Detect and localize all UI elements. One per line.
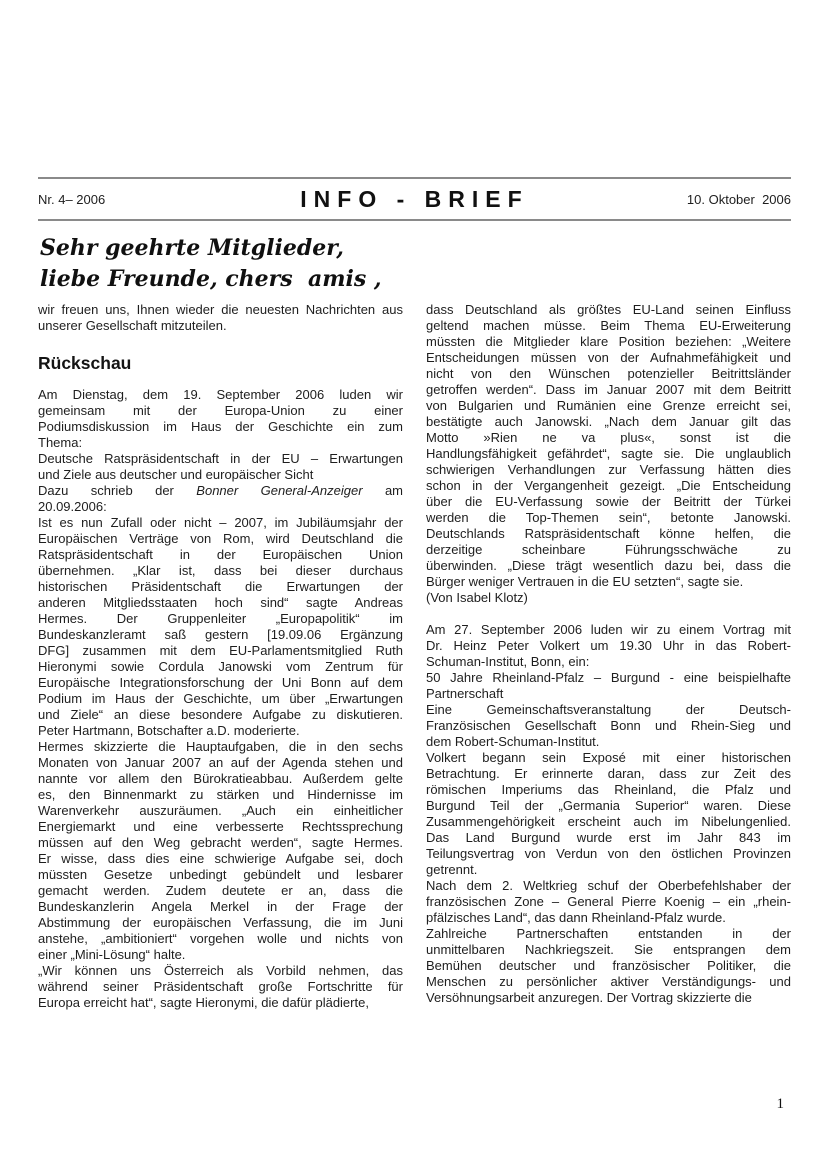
- newsletter-header: [38, 177, 791, 221]
- text-line: Hermes skizzierte die Hauptaufgaben, die in den sechs: [38, 739, 403, 754]
- text-line: Burgund Teil der „Germania Superior“ waren. Diese: [426, 798, 791, 813]
- text-line: müssten Gesetze unbedingt gebündelt und lesbarer: [38, 867, 403, 882]
- text-line: nannte vor allem den Bürokratieabbau. Außerdem gelte: [38, 771, 403, 786]
- issue-date: 10. Oktober 2006: [686, 191, 791, 207]
- text-line: Deutschlands Ratspräsidentschaft könne helfen, die: [426, 526, 791, 541]
- text-line: geltend machen müsse. Beim Thema EU-Erweiterung: [426, 318, 791, 333]
- text-line: Deutsche Ratspräsidentschaft in der EU – Erwartungen: [38, 451, 403, 466]
- page-number: 1: [776, 1096, 784, 1112]
- text-line: Versöhnungsarbeit anzuregen. Der Vortrag skizzierte die: [426, 990, 752, 1005]
- greeting-line-1: Sehr geehrte Mitglieder,: [40, 235, 344, 261]
- text-line: Energiemarkt und eine verbesserte Rechtssprechung: [38, 819, 403, 834]
- right-column: [426, 302, 791, 1011]
- text-segment: am: [362, 483, 404, 498]
- text-line: von Bulgarien und Rumänien eine Grenze erreicht sei,: [426, 398, 791, 413]
- text-line: Podium im Haus der Geschichte, um über „Erwartungen: [38, 691, 403, 706]
- text-line: [38, 483, 403, 499]
- text-line: Bürger weniger Vertrauen in die EU setzten“, sagte sie.: [426, 574, 744, 589]
- text-line: gemacht werden. Zudem deutete er an, dass die: [38, 883, 403, 898]
- text-line: Warenverkehr auszuräumen. „Auch ein einheitlicher: [38, 803, 403, 818]
- text-line: und Ziele aus deutscher und europäischer Sicht: [38, 467, 314, 482]
- text-line: Bundeskanzlerin Angela Merkel in der Frage der: [38, 899, 403, 914]
- text-line: gemeinsam mit der Europa-Union zu einer: [38, 403, 403, 418]
- text-line: Ist es nun Zufall oder nicht – 2007, im Jubiläumsjahr der: [38, 515, 403, 530]
- text-line: Zusammengehörigkeit erscheint auch im Nibelungenlied.: [426, 814, 791, 829]
- text-line: Peter Hartmann, Botschafter a.D. moderierte.: [38, 723, 300, 738]
- text-line: wir freuen uns, Ihnen wieder die neuesten Nachrichten aus: [38, 302, 403, 317]
- text-line: müssen auf den Weg gebracht werden“, sagte Hermes.: [38, 835, 403, 850]
- text-line: schon in der Vergangenheit gezeigt. „Die Entscheidung: [426, 478, 791, 493]
- text-line: Am 27. September 2006 luden wir zu einem Vortrag mit: [426, 622, 791, 637]
- text-line: (Von Isabel Klotz): [426, 590, 528, 605]
- text-line: unmittelbaren Nachkriegszeit. Sie entsprangen dem: [426, 942, 791, 957]
- text-line: Das Land Burgund wurde erst im Jahr 843 im: [426, 830, 791, 845]
- text-line: getroffen werden“. Dass im Januar 2007 mit dem Beitritt: [426, 382, 791, 397]
- text-line: Betrachtung. Er erinnerte daran, dass zur Zeit des: [426, 766, 791, 781]
- text-line: anderen Mitgliedsstaaten hoch sind“ sagte Andreas: [38, 595, 403, 610]
- newsletter-title: INFO - BRIEF: [300, 185, 529, 212]
- text-line: Eine Gemeinschaftsveranstaltung der Deutsch-: [426, 702, 791, 717]
- text-line: es, den Binnenmarkt zu stärken und Hindernisse im: [38, 787, 403, 802]
- text-line: Europa erreicht hat“, sagte Hieronymi, die dafür plädierte,: [38, 995, 369, 1010]
- text-line: Teilungsvertrag von Verdun von den östlichen Provinzen: [426, 846, 791, 861]
- left-column: [38, 302, 403, 1011]
- paragraph: [38, 302, 403, 334]
- text-line: Thema:: [38, 435, 83, 450]
- text-line: Volkert begann sein Exposé mit einer historischen: [426, 750, 791, 765]
- body-columns: [38, 302, 791, 1011]
- text-line: Bemühen deutscher und französischer Politiker, die: [426, 958, 791, 973]
- text-line: Nach dem 2. Weltkrieg schuf der Oberbefehlshaber der: [426, 878, 791, 893]
- text-line: französischen Zone – General Pierre Koenig – ein „rhein-: [426, 894, 791, 909]
- text-line: Er wisse, dass dies eine schwierige Aufgabe sei, doch: [38, 851, 403, 866]
- text-line: getrennt.: [426, 862, 478, 877]
- text-line: Podiumsdiskussion im Haus der Geschichte ein zum: [38, 419, 403, 434]
- text-line: Am Dienstag, dem 19. September 2006 luden wir: [38, 387, 403, 402]
- text-line: unserer Gesellschaft mitzuteilen.: [38, 318, 227, 333]
- text-line: einer „Mini-Lösung“ halte.: [38, 947, 186, 962]
- text-line: Hieronymi sowie Cordula Janowski vom Zentrum für: [38, 659, 403, 674]
- text-line: dem Robert-Schuman-Institut.: [426, 734, 600, 749]
- text-line: Europäische Integrationsforschung der Uni Bonn auf dem: [38, 675, 403, 690]
- text-line: Hermes. Der Gruppenleiter „Europapolitik“ im: [38, 611, 403, 626]
- text-line: Zahlreiche Partnerschaften entstanden in der: [426, 926, 791, 941]
- text-line: Europäischen Verträge von Rom, wird Deutschland die: [38, 531, 403, 546]
- text-line: Entscheidungen müssen von der Aufnahmefähigkeit und: [426, 350, 791, 365]
- issue-number: Nr. 4– 2006: [38, 191, 106, 207]
- text-line: Französischen Gesellschaft Bonn und Rhein-Sieg und: [426, 718, 791, 733]
- text-line: während seiner Präsidentschaft große Fortschritte für: [38, 979, 403, 994]
- text-line: Ratspräsidentschaft in der Europäischen Union: [38, 547, 403, 562]
- paragraph: [38, 387, 403, 1011]
- text-line: Bundeskanzleramt saß gestern [19.09.06 Ergänzung: [38, 627, 403, 642]
- text-line: und Ziele“ an diese besondere Aufgabe zu diskutieren.: [38, 707, 403, 722]
- text-line: derzeitige scheinbare Führungsschwäche zu: [426, 542, 791, 557]
- text-line: dass Deutschland als größtes EU-Land seinen Einfluss: [426, 302, 791, 317]
- text-line: pfälzisches Land“, das dann Rheinland-Pfalz wurde.: [426, 910, 726, 925]
- section-heading: Rückschau: [38, 353, 132, 373]
- text-line: über die EU-Verfassung sowie der Beitritt der Türkei: [426, 494, 791, 509]
- paragraph: [426, 622, 791, 1006]
- italic-text: Bonner General-Anzeiger: [196, 483, 363, 498]
- text-segment: Dazu schrieb der: [38, 483, 197, 498]
- text-line: Partnerschaft: [426, 686, 504, 701]
- text-line: müssten die Mitglieder klare Position beziehen: „Weitere: [426, 334, 791, 349]
- text-line: schwierigen Verhandlungen zur Verfassung hätten dies: [426, 462, 791, 477]
- text-line: Menschen zu persönlicher aktiver Verständigungs- und: [426, 974, 791, 989]
- text-line: Monaten von Januar 2007 an auf der Agenda stehen und: [38, 755, 403, 770]
- text-line: „Wir können uns Österreich als Vorbild nehmen, das: [38, 963, 403, 978]
- text-line: 20.09.2006:: [38, 499, 107, 514]
- text-line: werden die Top-Themen sein“, betonte Janowski.: [426, 510, 791, 525]
- greeting: [40, 233, 382, 295]
- text-line: Dr. Heinz Peter Volkert um 19.30 Uhr in das Robert-: [426, 638, 791, 653]
- text-line: Handlungsfähigkeit gefährdet“, sagte sie. Die unglaublich: [426, 446, 791, 461]
- text-line: Abstimmung der europäischen Verfassung, die im Juni: [38, 915, 403, 930]
- text-line: übernehmen. „Klar ist, dass bei dieser durchaus: [38, 563, 403, 578]
- blank-line: [426, 606, 791, 622]
- text-line: überwinden. „Diese trägt wesentlich dazu bei, dass die: [426, 558, 791, 573]
- text-line: bestätigte auch Janowski. „Nach dem Januar gilt das: [426, 414, 791, 429]
- text-line: Schuman-Institut, Bonn, ein:: [426, 654, 590, 669]
- greeting-line-2: liebe Freunde, chers amis ,: [40, 266, 382, 292]
- text-line: DFG] zusammen mit dem EU-Parlamentsmitglied Ruth: [38, 643, 403, 658]
- paragraph: [426, 302, 791, 606]
- text-line: 50 Jahre Rheinland-Pfalz – Burgund - eine beispielhafte: [426, 670, 791, 685]
- text-line: historischen Präsidentschaft die Erwartungen der: [38, 579, 403, 594]
- text-line: Motto »Rien ne va plus«, sonst ist die: [426, 430, 791, 445]
- text-line: nicht von den Wünschen potenzieller Beitrittsländer: [426, 366, 791, 381]
- text-line: anstehe, „ambitioniert“ vorgehen wolle und nichts von: [38, 931, 403, 946]
- text-line: römischen Imperiums das Rheinland, die Pfalz und: [426, 782, 791, 797]
